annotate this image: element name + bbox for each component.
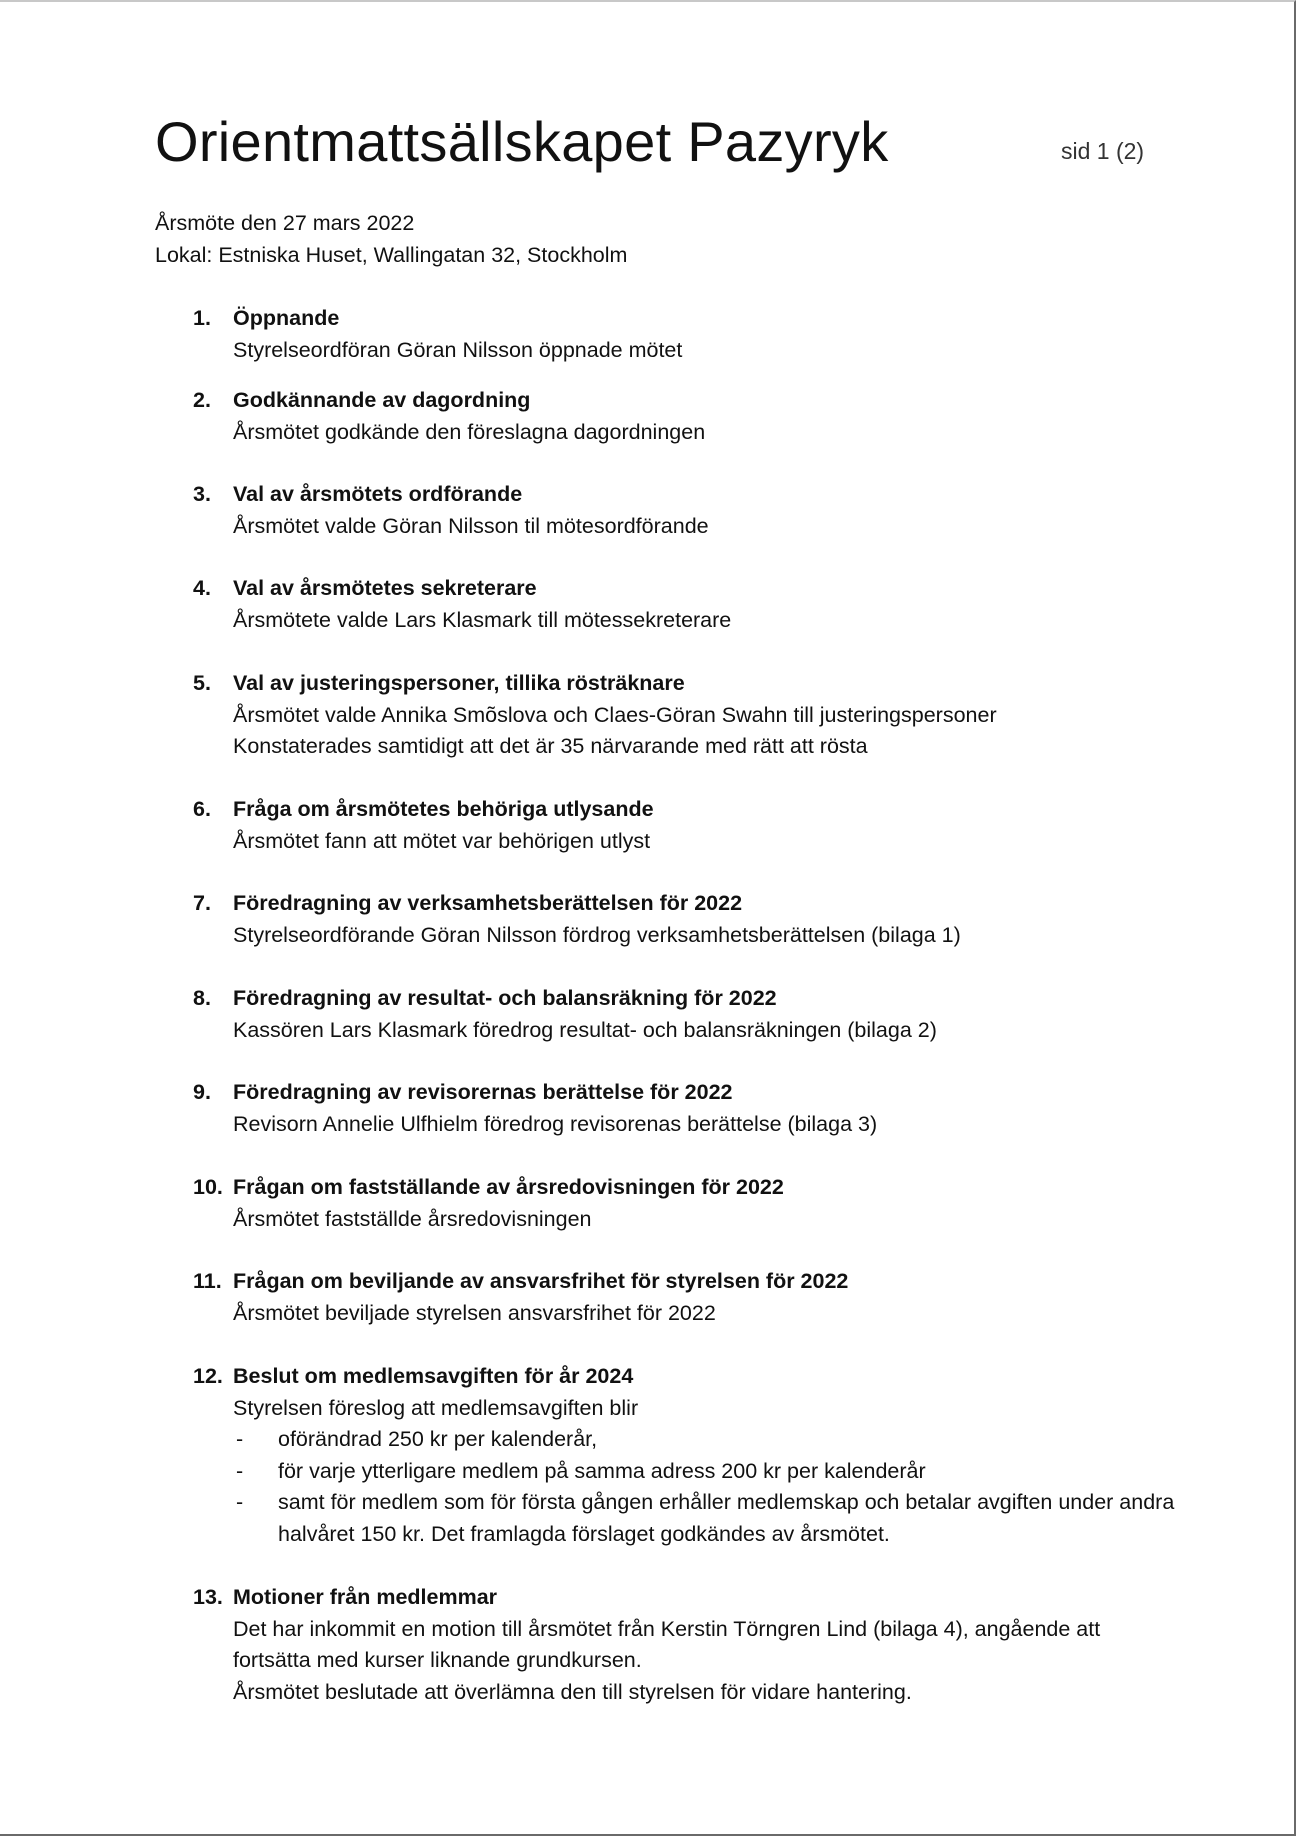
agenda-item-text: Årsmötet godkände den föreslagna dagordningen bbox=[233, 419, 706, 444]
agenda-item-6 bbox=[193, 794, 1153, 857]
agenda-item-heading: Godkännande av dagordning bbox=[233, 388, 531, 412]
agenda-item-number: 8. bbox=[193, 986, 211, 1010]
agenda-item-heading: Föredragning av revisorernas berättelse för 2022 bbox=[233, 1080, 733, 1104]
agenda-item-12 bbox=[193, 1361, 1175, 1550]
agenda-item-text: Styrelsen föreslog att medlemsavgiften blir bbox=[233, 1395, 639, 1420]
agenda-item-8 bbox=[193, 983, 1153, 1046]
meeting-location: Lokal: Estniska Huset, Wallingatan 32, Stockholm bbox=[155, 242, 628, 267]
agenda-item-number: 10. bbox=[193, 1175, 223, 1199]
agenda-item-number: 9. bbox=[193, 1080, 211, 1104]
agenda-item-number: 13. bbox=[193, 1585, 223, 1609]
agenda-item-10 bbox=[193, 1172, 1153, 1235]
agenda-item-number: 6. bbox=[193, 797, 211, 821]
agenda-item-3 bbox=[193, 479, 1153, 542]
agenda-item-heading: Beslut om medlemsavgiften för år 2024 bbox=[233, 1364, 634, 1388]
fee-proposal-list bbox=[233, 1424, 1175, 1550]
agenda-item-7 bbox=[193, 888, 1153, 951]
agenda-item-text: Styrelseordförande Göran Nilsson fördrog verksamhetsberättelsen (bilaga 1) bbox=[233, 922, 961, 947]
list-item-text: oförändrad 250 kr per kalenderår, bbox=[278, 1427, 598, 1451]
agenda-item-number: 3. bbox=[193, 482, 211, 506]
agenda-item-heading: Fråga om årsmötetes behöriga utlysande bbox=[233, 797, 654, 821]
list-item-text: samt för medlem som för första gången erhåller medlemskap och betalar avgiften under andra halvåret 150 kr. Det framlagda förslaget godkändes av årsmötet. bbox=[278, 1490, 1175, 1546]
agenda-item-1 bbox=[193, 303, 1153, 366]
dash-bullet-icon: - bbox=[236, 1458, 244, 1483]
agenda-item-heading: Val av justeringspersoner, tillika rösträknare bbox=[233, 671, 685, 695]
agenda-item-number: 1. bbox=[193, 306, 211, 330]
agenda-item-2 bbox=[193, 385, 1153, 448]
list-item bbox=[233, 1424, 1178, 1456]
list-item bbox=[233, 1487, 1178, 1550]
agenda-item-13 bbox=[193, 1582, 1153, 1708]
agenda-item-number: 12. bbox=[193, 1364, 223, 1388]
dash-bullet-icon: - bbox=[236, 1490, 244, 1514]
agenda-item-text: Årsmötet fastställde årsredovisningen bbox=[233, 1206, 592, 1231]
agenda-item-4 bbox=[193, 573, 1153, 636]
agenda-item-text: Det har inkommit en motion till årsmötet från Kerstin Törngren Lind (bilaga 4), angående att bbox=[233, 1616, 1101, 1641]
meeting-info bbox=[155, 208, 627, 271]
agenda-item-heading: Val av årsmötets ordförande bbox=[233, 482, 523, 506]
agenda-item-number: 11. bbox=[193, 1269, 222, 1293]
agenda-item-5 bbox=[193, 668, 1153, 763]
dash-bullet-icon: - bbox=[236, 1427, 244, 1451]
agenda-item-text: Årsmötet valde Göran Nilsson til mötesordförande bbox=[233, 513, 709, 538]
agenda-item-text: fortsätta med kurser liknande grundkursen. bbox=[233, 1648, 642, 1672]
meeting-date: Årsmöte den 27 mars 2022 bbox=[155, 211, 415, 235]
agenda-item-heading: Val av årsmötetes sekreterare bbox=[233, 576, 537, 600]
agenda-item-text: Årsmötet beslutade att överlämna den till styrelsen för vidare hantering. bbox=[233, 1679, 912, 1704]
list-item bbox=[233, 1456, 1178, 1488]
agenda-item-heading: Frågan om fastställande av årsredovisningen för 2022 bbox=[233, 1175, 784, 1199]
agenda-item-text: Styrelseordföran Göran Nilsson öppnade mötet bbox=[233, 337, 683, 362]
agenda-item-text: Årsmötet valde Annika Smõslova och Claes-Göran Swahn till justeringspersoner bbox=[233, 702, 997, 727]
agenda-item-heading: Öppnande bbox=[233, 306, 340, 330]
agenda-item-text: Konstaterades samtidigt att det är 35 närvarande med rätt att rösta bbox=[233, 734, 868, 758]
list-item-text: för varje ytterligare medlem på samma adress 200 kr per kalenderår bbox=[278, 1458, 926, 1483]
page-indicator: sid 1 (2) bbox=[1061, 138, 1145, 164]
agenda-item-number: 2. bbox=[193, 388, 211, 412]
agenda-item-text: Årsmötet fann att mötet var behörigen utlyst bbox=[233, 828, 651, 853]
agenda-item-heading: Motioner från medlemmar bbox=[233, 1585, 498, 1609]
agenda-item-text: Årsmötete valde Lars Klasmark till mötessekreterare bbox=[233, 607, 732, 632]
agenda-item-heading: Föredragning av verksamhetsberättelsen för 2022 bbox=[233, 891, 743, 915]
agenda-item-heading: Föredragning av resultat- och balansräkning för 2022 bbox=[233, 986, 777, 1010]
agenda-item-9 bbox=[193, 1077, 1153, 1140]
agenda-item-number: 7. bbox=[193, 891, 211, 915]
agenda-item-text: Revisorn Annelie Ulfhielm föredrog revisorenas berättelse (bilaga 3) bbox=[233, 1111, 878, 1136]
document-title: Orientmattsällskapet Pazyryk bbox=[155, 110, 889, 173]
agenda-item-number: 4. bbox=[193, 576, 211, 600]
agenda-item-text: Kassören Lars Klasmark föredrog resultat- och balansräkningen (bilaga 2) bbox=[233, 1017, 937, 1042]
agenda-item-number: 5. bbox=[193, 671, 211, 695]
agenda-item-text: Årsmötet beviljade styrelsen ansvarsfrihet för 2022 bbox=[233, 1300, 716, 1325]
agenda-item-heading: Frågan om beviljande av ansvarsfrihet för styrelsen för 2022 bbox=[233, 1269, 849, 1293]
agenda-item-11 bbox=[193, 1266, 1153, 1329]
